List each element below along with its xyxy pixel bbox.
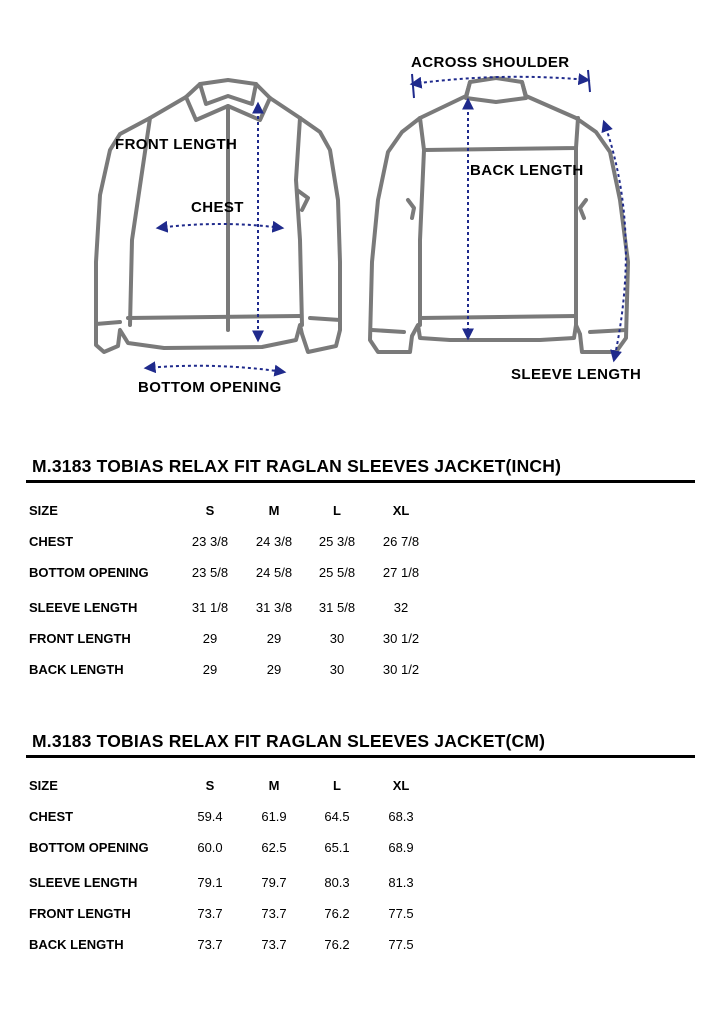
bottom-opening-arrow bbox=[146, 366, 284, 372]
table-row bbox=[0, 937, 723, 957]
cell-l: 25 5/8 bbox=[318, 565, 356, 580]
cell-m: 29 bbox=[266, 631, 282, 646]
cell-l: 80.3 bbox=[324, 875, 350, 890]
size-m-header: M bbox=[268, 503, 280, 518]
cell-s: 29 bbox=[202, 662, 218, 677]
table-row bbox=[0, 809, 723, 829]
cell-xl: 30 1/2 bbox=[382, 662, 420, 677]
chest-label: CHEST bbox=[191, 199, 244, 216]
cell-s: 29 bbox=[202, 631, 218, 646]
cm-table-title: M.3183 TOBIAS RELAX FIT RAGLAN SLEEVES JACKET(CM) bbox=[32, 731, 546, 751]
cell-xl: 27 1/8 bbox=[382, 565, 420, 580]
table-header-row bbox=[0, 778, 723, 798]
front-jacket-drawing bbox=[96, 80, 340, 352]
cell-xl: 81.3 bbox=[388, 875, 414, 890]
cell-s: 59.4 bbox=[197, 809, 223, 824]
table-row bbox=[0, 534, 723, 554]
chest-arrow bbox=[158, 224, 282, 228]
cell-s: 73.7 bbox=[197, 937, 223, 952]
size-header: SIZE bbox=[29, 778, 58, 793]
row-label: SLEEVE LENGTH bbox=[29, 875, 138, 890]
measurement-diagram bbox=[0, 0, 723, 420]
cell-m: 29 bbox=[266, 662, 282, 677]
cell-l: 76.2 bbox=[324, 906, 350, 921]
size-xl-header: XL bbox=[392, 778, 410, 793]
cell-xl: 77.5 bbox=[388, 906, 414, 921]
row-label: CHEST bbox=[29, 534, 74, 549]
cell-s: 73.7 bbox=[197, 906, 223, 921]
size-s-header: S bbox=[205, 778, 215, 793]
cell-l: 64.5 bbox=[324, 809, 350, 824]
cell-xl: 26 7/8 bbox=[382, 534, 420, 549]
cell-xl: 68.3 bbox=[388, 809, 414, 824]
cell-xl: 32 bbox=[393, 600, 409, 615]
cell-s: 60.0 bbox=[197, 840, 223, 855]
size-s-header: S bbox=[205, 503, 215, 518]
row-label: SLEEVE LENGTH bbox=[29, 600, 138, 615]
row-label: BOTTOM OPENING bbox=[29, 565, 149, 580]
row-label: BACK LENGTH bbox=[29, 937, 124, 952]
cell-xl: 30 1/2 bbox=[382, 631, 420, 646]
cell-m: 24 3/8 bbox=[255, 534, 293, 549]
inch-table-title: M.3183 TOBIAS RELAX FIT RAGLAN SLEEVES JACKET(INCH) bbox=[32, 456, 562, 476]
inch-table-rule bbox=[26, 480, 695, 483]
table-row bbox=[0, 875, 723, 895]
jacket-illustrations bbox=[0, 0, 723, 420]
cell-m: 61.9 bbox=[261, 809, 287, 824]
table-row bbox=[0, 662, 723, 682]
sleeve-length-arrow bbox=[604, 122, 626, 360]
cell-s: 31 1/8 bbox=[191, 600, 229, 615]
cell-l: 30 bbox=[329, 631, 345, 646]
row-label: FRONT LENGTH bbox=[29, 906, 131, 921]
cell-l: 31 5/8 bbox=[318, 600, 356, 615]
size-m-header: M bbox=[268, 778, 280, 793]
across-shoulder-label: ACROSS SHOULDER bbox=[411, 54, 570, 71]
row-label: CHEST bbox=[29, 809, 74, 824]
cell-s: 23 3/8 bbox=[191, 534, 229, 549]
row-label: BACK LENGTH bbox=[29, 662, 124, 677]
table-row bbox=[0, 840, 723, 860]
row-label: FRONT LENGTH bbox=[29, 631, 131, 646]
cell-m: 62.5 bbox=[261, 840, 287, 855]
bottom-opening-label: BOTTOM OPENING bbox=[138, 379, 282, 396]
cell-m: 73.7 bbox=[261, 906, 287, 921]
row-label: BOTTOM OPENING bbox=[29, 840, 149, 855]
sleeve-length-label: SLEEVE LENGTH bbox=[511, 366, 642, 383]
back-jacket-drawing bbox=[370, 78, 628, 352]
cell-xl: 77.5 bbox=[388, 937, 414, 952]
cell-s: 23 5/8 bbox=[191, 565, 229, 580]
front-length-label: FRONT LENGTH bbox=[115, 136, 238, 153]
table-row bbox=[0, 906, 723, 926]
cell-m: 79.7 bbox=[261, 875, 287, 890]
size-header: SIZE bbox=[29, 503, 58, 518]
table-row bbox=[0, 565, 723, 585]
cell-xl: 68.9 bbox=[388, 840, 414, 855]
cell-l: 76.2 bbox=[324, 937, 350, 952]
cm-table-rule bbox=[26, 755, 695, 758]
cell-s: 79.1 bbox=[197, 875, 223, 890]
cell-l: 65.1 bbox=[324, 840, 350, 855]
size-l-header: L bbox=[333, 778, 341, 793]
cell-m: 73.7 bbox=[261, 937, 287, 952]
table-row bbox=[0, 631, 723, 651]
back-length-label: BACK LENGTH bbox=[470, 162, 584, 179]
cell-l: 25 3/8 bbox=[318, 534, 356, 549]
cell-m: 24 5/8 bbox=[255, 565, 293, 580]
size-xl-header: XL bbox=[392, 503, 410, 518]
cell-l: 30 bbox=[329, 662, 345, 677]
size-l-header: L bbox=[333, 503, 341, 518]
table-row bbox=[0, 600, 723, 620]
cell-m: 31 3/8 bbox=[255, 600, 293, 615]
table-header-row bbox=[0, 503, 723, 523]
